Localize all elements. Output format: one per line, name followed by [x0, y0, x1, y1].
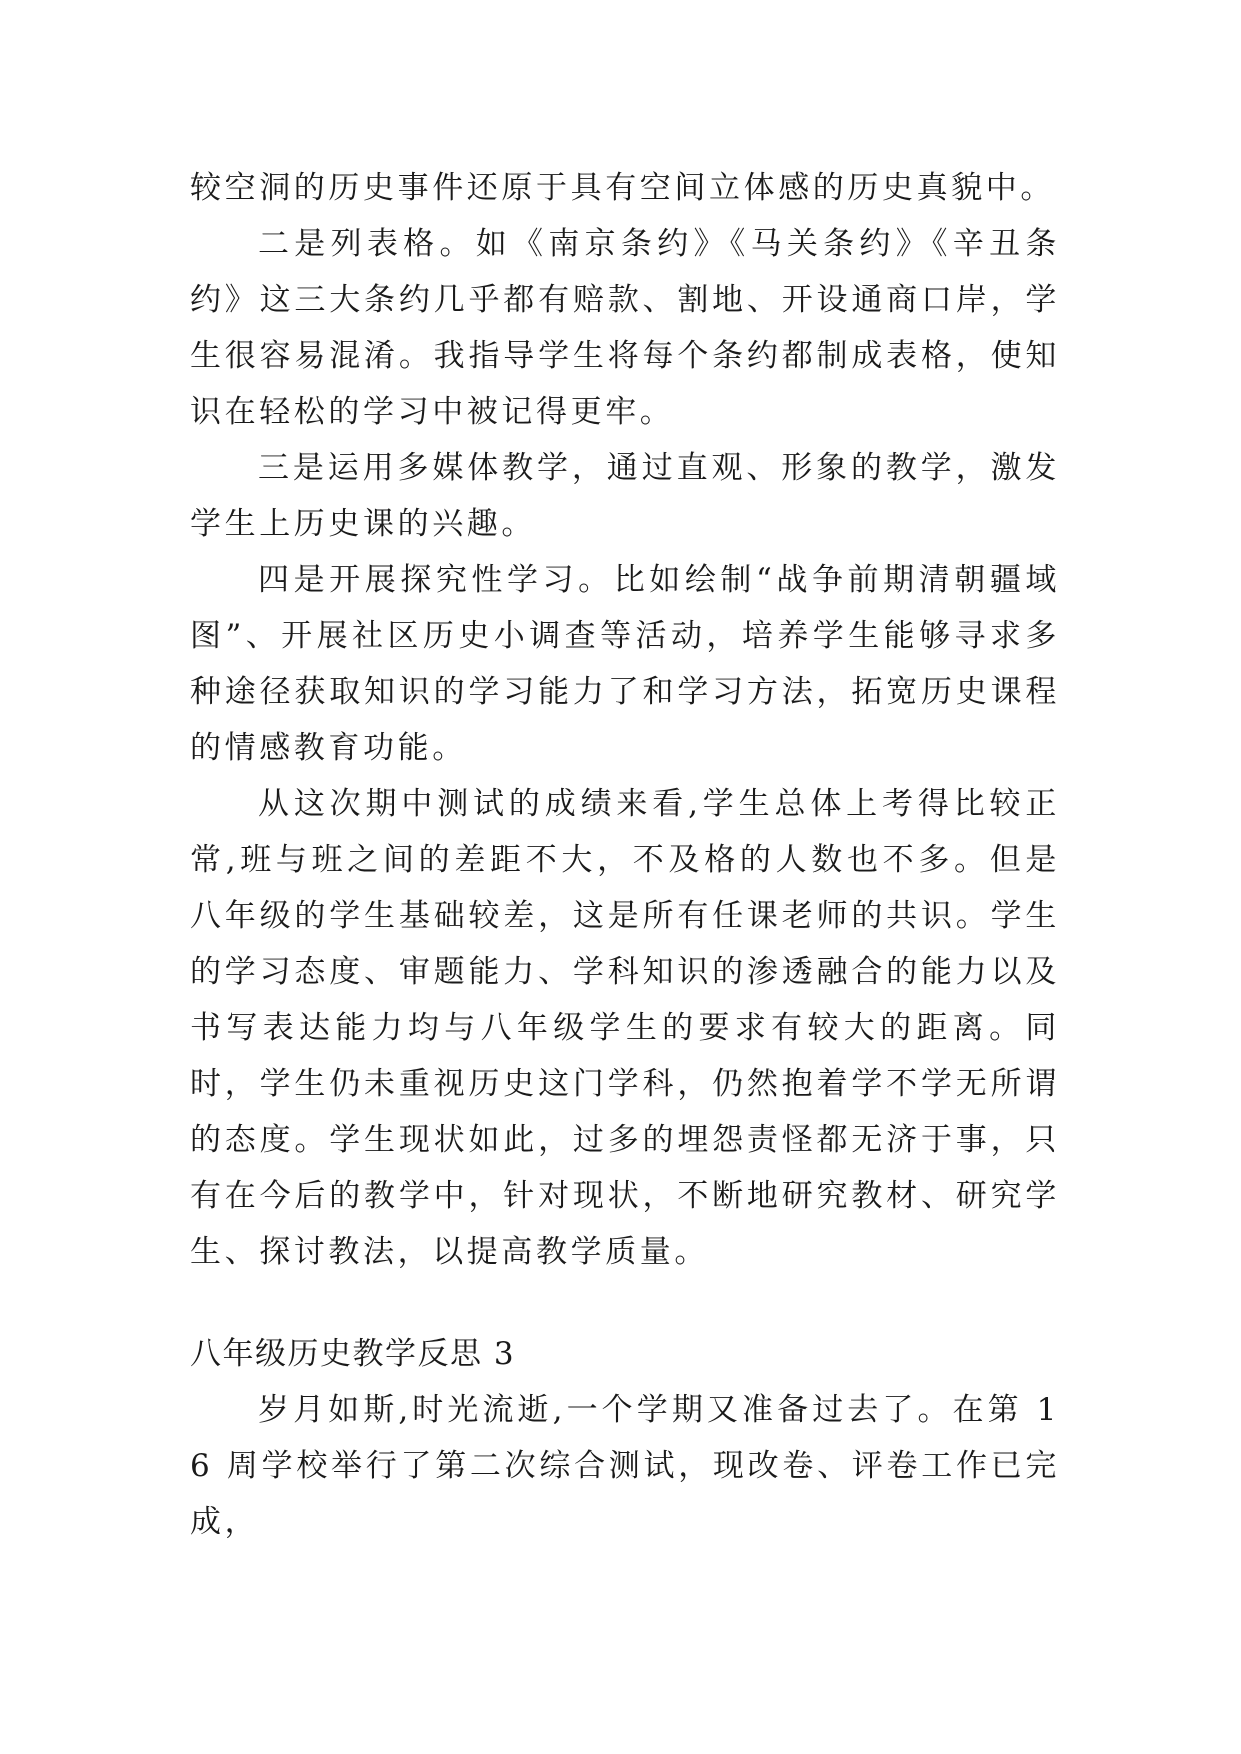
section-heading: 八年级历史教学反思 3 — [190, 1336, 516, 1372]
paragraph-2: 二是列表格。如《南京条约》《马关条约》《辛丑条约》这三大条约几乎都有赔款、割地、开设通商口岸，学生很容易混淆。我指导学生将每个条约都制成表格，使知识在轻松的学习中被记得更牢。 — [190, 226, 1060, 430]
paragraph-4: 四是开展探究性学习。比如绘制“战争前期清朝疆域图”、开展社区历史小调查等活动，培养学生能够寻求多种途径获取知识的学习能力了和学习方法，拓宽历史课程的情感教育功能。 — [190, 562, 1060, 766]
paragraph-6: 岁月如斯,时光流逝,一个学期又准备过去了。在第 16 周学校举行了第二次综合测试，现改卷、评卷工作已完成， — [190, 1392, 1060, 1540]
paragraph-3: 三是运用多媒体教学，通过直观、形象的教学，激发学生上历史课的兴趣。 — [190, 450, 1060, 542]
document-page — [190, 160, 1060, 1550]
paragraph-5: 从这次期中测试的成绩来看,学生总体上考得比较正常,班与班之间的差距不大，不及格的人数也不多。但是八年级的学生基础较差，这是所有任课老师的共识。学生的学习态度、审题能力、学科知识的渗透融合的能力以及书写表达能力均与八年级学生的要求有较大的距离。同时，学生仍未重视历史这门学科，仍然抱着学不学无所谓的态度。学生现状如此，过多的埋怨责怪都无济于事，只有在今后的教学中，针对现状，不断地研究教材、研究学生、探讨教法，以提高教学质量。 — [190, 786, 1060, 1270]
paragraph-1: 较空洞的历史事件还原于具有空间立体感的历史真貌中。 — [190, 170, 1055, 206]
